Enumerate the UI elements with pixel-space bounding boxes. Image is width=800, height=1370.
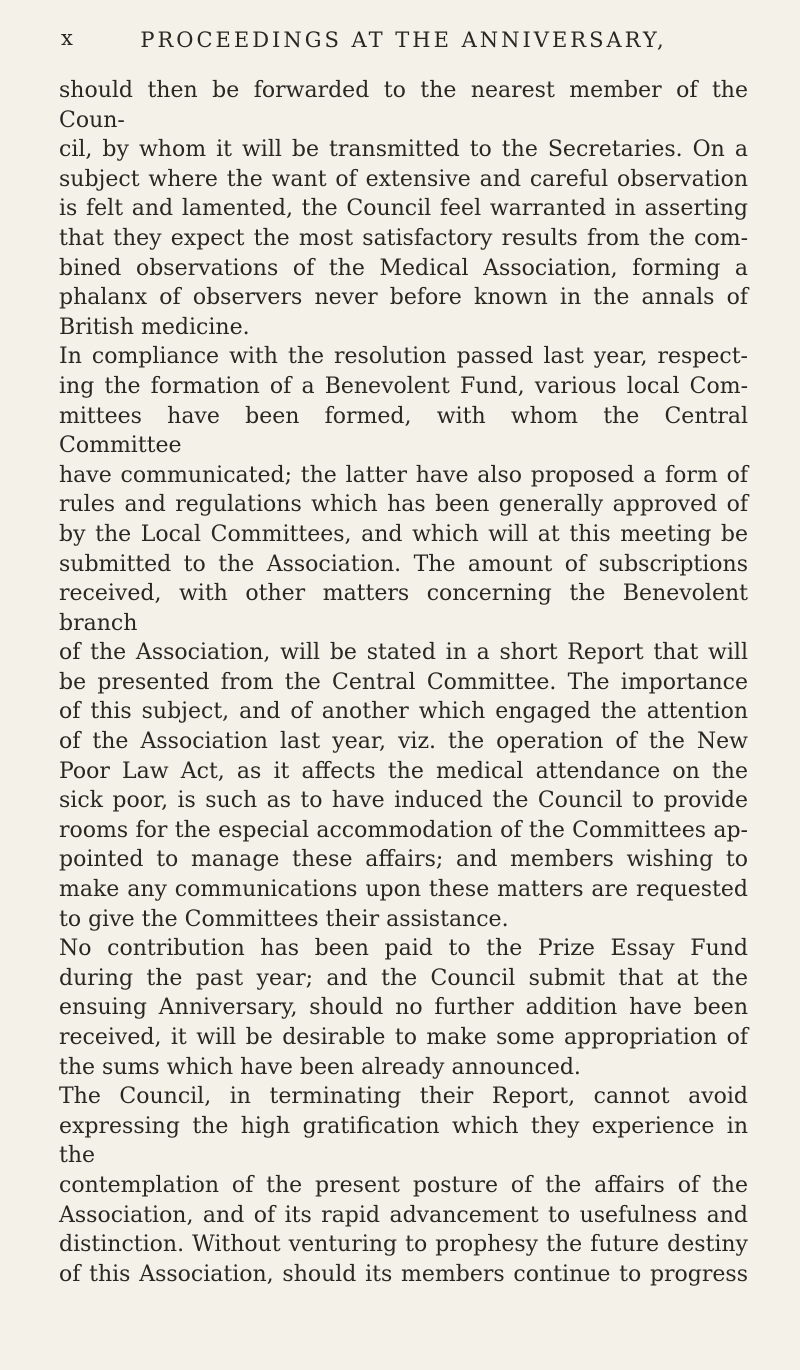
page-header <box>59 0 748 76</box>
text-line: the sums which have been already announced. <box>59 1054 581 1080</box>
text-line: is felt and lamented, the Council feel warranted in asserting <box>59 196 748 222</box>
body-text <box>59 76 748 1289</box>
text-line: ing the formation of a Benevolent Fund, various local Com- <box>59 373 748 399</box>
text-line: during the past year; and the Council submit that at the <box>59 965 748 991</box>
text-line: received, it will be desirable to make some appropriation of <box>59 1025 748 1050</box>
text-line: rules and regulations which has been generally approved of <box>59 492 748 518</box>
text-line: of this Association, should its members continue to progress <box>59 1261 748 1287</box>
paragraph-container <box>59 76 748 1289</box>
text-line: to give the Committees their assistance. <box>59 906 509 932</box>
text-line: British medicine. <box>59 314 250 340</box>
text-line: submitted to the Association. The amount of subscriptions <box>59 551 748 577</box>
text-line: by the Local Committees, and which will at this meeting be <box>59 521 748 547</box>
text-line: cil, by whom it will be transmitted to the Secretaries. On a <box>59 137 748 163</box>
text-line: expressing the high gratification which they experience in the <box>59 1113 748 1169</box>
text-line: pointed to manage these affairs; and members wishing to <box>59 847 748 873</box>
text-line: received, with other matters concerning the Benevolent branch <box>59 581 748 636</box>
text-line: In compliance with the resolution passed last year, respect- <box>59 344 748 370</box>
running-title: PROCEEDINGS AT THE ANNIVERSARY, <box>140 28 667 52</box>
text-line: of the Association last year, viz. the operation of the New <box>59 729 748 755</box>
text-line: have communicated; the latter have also proposed a form of <box>59 462 748 488</box>
text-line: of this subject, and of another which engaged the attention <box>59 699 748 725</box>
text-line: make any communications upon these matters are requested <box>59 877 748 903</box>
paragraph <box>59 1082 748 1289</box>
paragraph <box>59 76 748 342</box>
text-line: of the Association, will be stated in a short Report that will <box>59 640 748 666</box>
text-line: subject where the want of extensive and careful observation <box>59 166 748 192</box>
text-line: ensuing Anniversary, should no further addition have been <box>59 995 748 1021</box>
text-line: The Council, in terminating their Report, cannot avoid <box>59 1084 748 1110</box>
paragraph <box>59 934 748 1082</box>
text-line: sick poor, is such as to have induced the Council to provide <box>59 788 748 814</box>
text-line: should then be forwarded to the nearest member of the Coun- <box>59 78 748 133</box>
text-line: mittees have been formed, with whom the Central Committee <box>59 403 748 459</box>
text-line: phalanx of observers never before known in the annals of <box>59 285 748 311</box>
text-line: bined observations of the Medical Association, forming a <box>59 255 748 281</box>
text-line: distinction. Without venturing to prophesy the future destiny <box>59 1232 748 1258</box>
text-line: be presented from the Central Committee. The importance <box>59 669 748 695</box>
text-line: Poor Law Act, as it affects the medical attendance on the <box>59 758 748 784</box>
page-number: x <box>61 26 74 50</box>
text-line: that they expect the most satisfactory results from the com- <box>59 225 748 251</box>
text-line: contemplation of the present posture of the affairs of the <box>59 1172 748 1198</box>
text-line: Association, and of its rapid advancement to usefulness and <box>59 1202 748 1228</box>
text-line: No contribution has been paid to the Prize Essay Fund <box>59 936 748 962</box>
text-line: rooms for the especial accommodation of the Committees ap- <box>59 817 748 843</box>
paragraph <box>59 342 748 934</box>
